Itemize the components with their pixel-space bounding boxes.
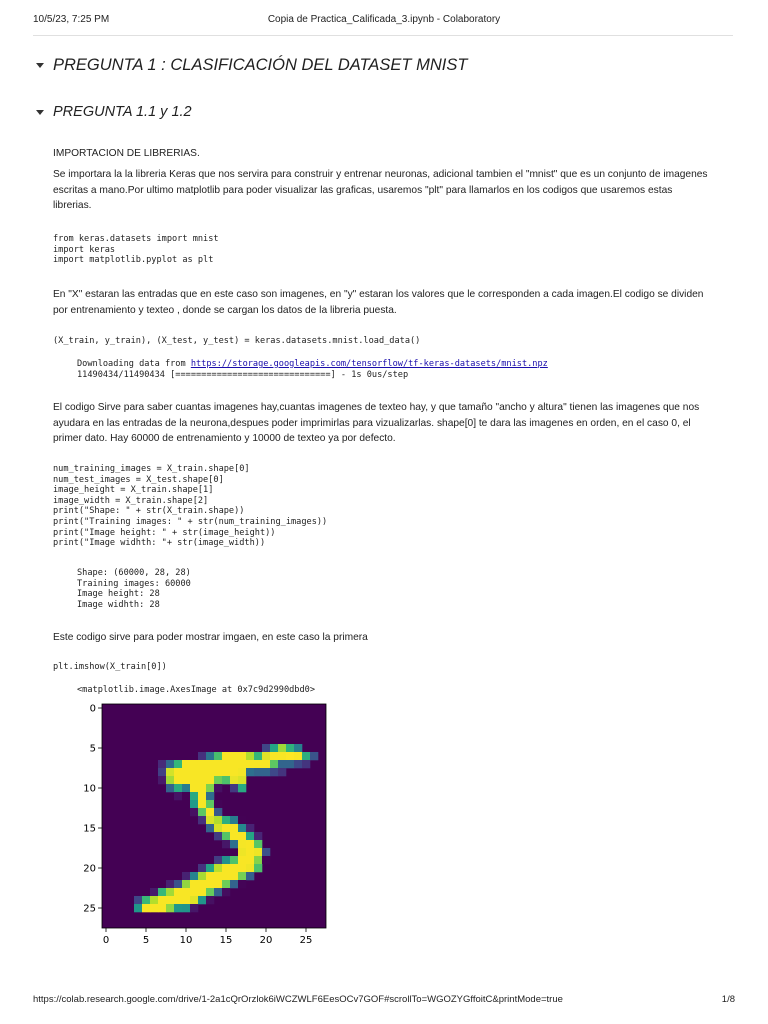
heatmap-pixel bbox=[246, 872, 254, 880]
heatmap-pixel bbox=[222, 832, 230, 840]
heatmap-pixel bbox=[190, 808, 198, 816]
heatmap-pixel bbox=[238, 752, 246, 760]
heatmap-pixel bbox=[206, 768, 214, 776]
output-shape: Shape: (60000, 28, 28) Training images: 60000 Image height: 28 Image widhth: 28 bbox=[77, 568, 191, 610]
section-heading-pregunta-1-1[interactable] bbox=[36, 104, 192, 120]
heatmap-pixel bbox=[206, 808, 214, 816]
heatmap-pixel bbox=[158, 768, 166, 776]
heatmap-pixel bbox=[214, 776, 222, 784]
heatmap-pixel bbox=[222, 752, 230, 760]
section-heading-pregunta-1[interactable] bbox=[36, 56, 467, 75]
code-cell-shape[interactable]: num_training_images = X_train.shape[0] num_test_images = X_test.shape[0] image_height = X_train.shape[1] image_width = X_train.shape[2] print("Shape: " + str(X_train.shape)) print("Training images: " + str(num_training_images)) print("Image height: " + str(image_height)) print("Image widhth: "+ str(image_width)) bbox=[53, 464, 328, 549]
heatmap-pixel bbox=[174, 880, 182, 888]
heatmap-pixel bbox=[238, 816, 246, 824]
heatmap-pixel bbox=[230, 752, 238, 760]
heatmap-pixel bbox=[278, 760, 286, 768]
heatmap-pixel bbox=[174, 792, 182, 800]
heatmap-pixel bbox=[222, 768, 230, 776]
heatmap-pixel bbox=[166, 888, 174, 896]
heatmap-pixel bbox=[222, 856, 230, 864]
heatmap-pixel bbox=[198, 792, 206, 800]
section-heading-text: PREGUNTA 1 : CLASIFICACIÓN DEL DATASET MNIST bbox=[53, 56, 468, 74]
heatmap-pixel bbox=[238, 784, 246, 792]
code-cell-imports[interactable]: from keras.datasets import mnist import keras import matplotlib.pyplot as plt bbox=[53, 234, 219, 266]
heatmap-pixel bbox=[230, 824, 238, 832]
heatmap-pixel bbox=[246, 864, 254, 872]
x-tick-label: 20 bbox=[259, 935, 273, 946]
heatmap-pixel bbox=[206, 816, 214, 824]
heatmap-pixel bbox=[254, 848, 262, 856]
heatmap-pixel bbox=[198, 880, 206, 888]
heatmap-pixel bbox=[158, 904, 166, 912]
heatmap-pixel bbox=[222, 760, 230, 768]
heatmap-pixel bbox=[182, 896, 190, 904]
heatmap-pixel bbox=[182, 784, 190, 792]
heatmap-pixel bbox=[246, 832, 254, 840]
heatmap-pixel bbox=[142, 896, 150, 904]
heatmap-pixel bbox=[198, 800, 206, 808]
heatmap-pixel bbox=[238, 872, 246, 880]
heatmap-pixel bbox=[238, 840, 246, 848]
heatmap-pixel bbox=[166, 776, 174, 784]
heatmap-pixel bbox=[302, 752, 310, 760]
code-cell-imshow[interactable]: plt.imshow(X_train[0]) bbox=[53, 662, 167, 672]
heatmap-pixel bbox=[222, 824, 230, 832]
heatmap-pixel bbox=[198, 864, 206, 872]
heatmap-pixel bbox=[190, 896, 198, 904]
heatmap-pixel bbox=[238, 848, 246, 856]
heatmap-pixel bbox=[134, 896, 142, 904]
heatmap-pixel bbox=[262, 768, 270, 776]
heatmap-pixel bbox=[262, 760, 270, 768]
heatmap-pixel bbox=[294, 760, 302, 768]
print-url: https://colab.research.google.com/drive/1-2a1cQrOrzlok6iWCZWLF6EesOCv7GOF#scrollTo=WGOZYGffoitC&printMode=true bbox=[33, 994, 563, 1005]
heatmap-pixel bbox=[254, 760, 262, 768]
heatmap-pixel bbox=[254, 864, 262, 872]
output-load-data bbox=[77, 359, 548, 380]
heatmap-pixel bbox=[230, 768, 238, 776]
heatmap-pixel bbox=[174, 904, 182, 912]
x-tick-label: 25 bbox=[299, 935, 313, 946]
heatmap-pixel bbox=[182, 776, 190, 784]
print-title: Copia de Practica_Calificada_3.ipynb - Colaboratory bbox=[267, 14, 501, 25]
heatmap-pixel bbox=[222, 776, 230, 784]
heatmap-pixel bbox=[230, 856, 238, 864]
heatmap-pixel bbox=[190, 792, 198, 800]
text-cell-imports-title: IMPORTACION DE LIBRERIAS. bbox=[53, 148, 200, 159]
x-tick-label: 15 bbox=[219, 935, 233, 946]
heatmap-pixel bbox=[174, 896, 182, 904]
heatmap-pixel bbox=[182, 768, 190, 776]
download-link[interactable]: https://storage.googleapis.com/tensorflow/tf-keras-datasets/mnist.npz bbox=[190, 359, 548, 369]
heatmap-pixel bbox=[214, 800, 222, 808]
heatmap-pixel bbox=[214, 880, 222, 888]
heatmap-pixel bbox=[254, 768, 262, 776]
heatmap-pixel bbox=[214, 808, 222, 816]
heatmap-pixel bbox=[174, 760, 182, 768]
heatmap-pixel bbox=[206, 896, 214, 904]
heatmap-pixel bbox=[238, 880, 246, 888]
collapse-caret-icon[interactable] bbox=[36, 63, 44, 68]
heatmap-pixel bbox=[246, 848, 254, 856]
heatmap-pixel bbox=[206, 872, 214, 880]
heatmap-pixel bbox=[134, 904, 142, 912]
heatmap-pixel bbox=[230, 864, 238, 872]
header-divider bbox=[33, 35, 733, 36]
heatmap-pixel bbox=[174, 784, 182, 792]
heatmap-pixel bbox=[198, 872, 206, 880]
heatmap-pixel bbox=[230, 776, 238, 784]
text-cell-show-image: Este codigo sirve para poder mostrar imgaen, en este caso la primera bbox=[53, 632, 368, 643]
heatmap-pixel bbox=[214, 864, 222, 872]
heatmap-pixel bbox=[254, 752, 262, 760]
heatmap-pixel bbox=[222, 872, 230, 880]
heatmap-pixel bbox=[214, 784, 222, 792]
heatmap-pixel bbox=[198, 784, 206, 792]
heatmap-pixel bbox=[150, 896, 158, 904]
heatmap-pixel bbox=[238, 824, 246, 832]
heatmap-pixel bbox=[262, 744, 270, 752]
heatmap-pixel bbox=[166, 760, 174, 768]
heatmap-pixel bbox=[182, 880, 190, 888]
heatmap-pixel bbox=[198, 808, 206, 816]
heatmap-pixel bbox=[166, 904, 174, 912]
text-cell-load-data: En "X" estaran las entradas que en este caso son imagenes, en "y" estaran los valores que le corresponden a cada imagen.El codigo se dividen por entrenamiento y texteo , donde se cargan los datos de la libreria puesta. bbox=[53, 289, 704, 316]
heatmap-pixel bbox=[150, 904, 158, 912]
heatmap-pixel bbox=[270, 752, 278, 760]
heatmap-pixel bbox=[270, 744, 278, 752]
heatmap-pixel bbox=[174, 768, 182, 776]
heatmap-pixel bbox=[230, 872, 238, 880]
heatmap-pixel bbox=[294, 752, 302, 760]
heatmap-pixel bbox=[222, 888, 230, 896]
heatmap-pixel bbox=[230, 840, 238, 848]
heatmap-pixel bbox=[206, 784, 214, 792]
y-tick-label: 0 bbox=[89, 703, 96, 715]
heatmap-pixel bbox=[206, 752, 214, 760]
heatmap-pixel bbox=[158, 760, 166, 768]
heatmap-pixel bbox=[246, 768, 254, 776]
heatmap-pixel bbox=[230, 832, 238, 840]
page-number: 1/8 bbox=[721, 994, 735, 1005]
heatmap-pixel bbox=[246, 856, 254, 864]
text-cell-shape: El codigo Sirve para saber cuantas imagenes hay,cuantas imagenes de texteo hay, y que tamaño "ancho y altura" tienen las imagenes que nos ayudara en las entradas de la neurona,despues poder imprimirlas para vizualizarlas. shape[0] te dara las imagenes en orden, en el caso 0, el primer dato. Hay 60000 de entrenamiento y 10000 de texteo ya por defecto. bbox=[53, 402, 700, 445]
output-axesimage: <matplotlib.image.AxesImage at 0x7c9d2990dbd0> bbox=[77, 685, 315, 695]
heatmap-pixel bbox=[262, 856, 270, 864]
heatmap-pixel bbox=[142, 904, 150, 912]
x-tick-label: 5 bbox=[142, 935, 150, 946]
y-tick-label: 10 bbox=[83, 783, 96, 795]
heatmap-pixel bbox=[206, 880, 214, 888]
heatmap-pixel bbox=[246, 840, 254, 848]
heatmap-pixel bbox=[150, 888, 158, 896]
heatmap-pixel bbox=[246, 760, 254, 768]
heatmap-pixel bbox=[174, 888, 182, 896]
heatmap-pixel bbox=[166, 768, 174, 776]
heatmap-pixel bbox=[198, 760, 206, 768]
heatmap-pixel bbox=[286, 744, 294, 752]
x-tick-label: 0 bbox=[102, 935, 110, 946]
heatmap-pixel bbox=[190, 872, 198, 880]
text-cell-imports-body: Se importara la la libreria Keras que nos servira para construir y entrenar neuronas, adicional tambien el "mnist" que es un conjunto de imagenes escritas a mano.Por ultimo matplotlib para poder visualizar las graficas, usaremos "plt" para llamarlos en los codigos que usaremos estas librerias. bbox=[53, 169, 708, 212]
heatmap-pixel bbox=[166, 784, 174, 792]
heatmap-pixel bbox=[286, 760, 294, 768]
heatmap-pixel bbox=[294, 744, 302, 752]
heatmap-pixel bbox=[214, 760, 222, 768]
heatmap-pixel bbox=[230, 784, 238, 792]
heatmap-pixel bbox=[198, 776, 206, 784]
heatmap-pixel bbox=[182, 888, 190, 896]
code-cell-load-data[interactable]: (X_train, y_train), (X_test, y_test) = keras.datasets.mnist.load_data() bbox=[53, 336, 421, 346]
heatmap-pixel bbox=[206, 760, 214, 768]
heatmap-pixel bbox=[238, 768, 246, 776]
heatmap-pixel bbox=[198, 816, 206, 824]
heatmap-pixel bbox=[254, 856, 262, 864]
heatmap-pixel bbox=[214, 816, 222, 824]
y-axis-ticks bbox=[83, 704, 102, 915]
heatmap-pixel bbox=[206, 864, 214, 872]
heatmap-pixel bbox=[158, 896, 166, 904]
heatmap-pixel bbox=[222, 880, 230, 888]
heatmap-pixel bbox=[254, 832, 262, 840]
heatmap-pixel bbox=[278, 768, 286, 776]
heatmap-pixel bbox=[182, 760, 190, 768]
heatmap-pixel bbox=[246, 824, 254, 832]
heatmap-pixels bbox=[102, 704, 326, 928]
heatmap-pixel bbox=[214, 888, 222, 896]
heatmap-pixel bbox=[198, 768, 206, 776]
heatmap-pixel bbox=[238, 832, 246, 840]
heatmap-pixel bbox=[190, 880, 198, 888]
heatmap-pixel bbox=[190, 904, 198, 912]
heatmap-pixel bbox=[158, 776, 166, 784]
heatmap-pixel bbox=[190, 800, 198, 808]
output-download-progress: 11490434/11490434 [==============================] - 1s 0us/step bbox=[77, 369, 409, 380]
heatmap-pixel bbox=[262, 848, 270, 856]
heatmap-pixel bbox=[198, 896, 206, 904]
heatmap-pixel bbox=[238, 776, 246, 784]
heatmap-pixel bbox=[182, 904, 190, 912]
heatmap-pixel bbox=[278, 752, 286, 760]
heatmap-pixel bbox=[278, 744, 286, 752]
heatmap-pixel bbox=[246, 752, 254, 760]
heatmap-pixel bbox=[230, 816, 238, 824]
heatmap-pixel bbox=[214, 832, 222, 840]
heatmap-pixel bbox=[182, 872, 190, 880]
heatmap-pixel bbox=[214, 768, 222, 776]
heatmap-pixel bbox=[222, 816, 230, 824]
collapse-caret-icon[interactable] bbox=[36, 110, 44, 115]
heatmap-pixel bbox=[230, 880, 238, 888]
heatmap-pixel bbox=[206, 824, 214, 832]
heatmap-pixel bbox=[206, 792, 214, 800]
heatmap-pixel bbox=[222, 840, 230, 848]
heatmap-pixel bbox=[238, 864, 246, 872]
heatmap-pixel bbox=[182, 792, 190, 800]
heatmap-pixel bbox=[190, 888, 198, 896]
mnist-digit-plot bbox=[80, 696, 360, 946]
heatmap-pixel bbox=[190, 760, 198, 768]
heatmap-pixel bbox=[214, 752, 222, 760]
section-heading-text: PREGUNTA 1.1 y 1.2 bbox=[53, 104, 192, 120]
heatmap-pixel bbox=[238, 760, 246, 768]
heatmap-pixel bbox=[270, 760, 278, 768]
heatmap-pixel bbox=[230, 760, 238, 768]
heatmap-pixel bbox=[166, 896, 174, 904]
heatmap-pixel bbox=[214, 856, 222, 864]
print-datetime: 10/5/23, 7:25 PM bbox=[33, 14, 110, 25]
heatmap-pixel bbox=[190, 784, 198, 792]
heatmap-pixel bbox=[214, 872, 222, 880]
heatmap-pixel bbox=[166, 880, 174, 888]
heatmap-pixel bbox=[302, 760, 310, 768]
heatmap-pixel bbox=[214, 824, 222, 832]
heatmap-pixel bbox=[174, 776, 182, 784]
x-axis-ticks bbox=[103, 928, 313, 946]
heatmap-pixel bbox=[206, 776, 214, 784]
heatmap-pixel bbox=[254, 840, 262, 848]
y-tick-label: 20 bbox=[83, 863, 96, 875]
heatmap-pixel bbox=[206, 800, 214, 808]
y-tick-label: 5 bbox=[89, 743, 96, 755]
heatmap-pixel bbox=[206, 888, 214, 896]
y-tick-label: 15 bbox=[83, 823, 96, 835]
output-download-prefix: Downloading data from bbox=[77, 359, 191, 369]
heatmap-pixel bbox=[190, 776, 198, 784]
heatmap-pixel bbox=[198, 888, 206, 896]
x-tick-label: 10 bbox=[179, 935, 193, 946]
heatmap-pixel bbox=[222, 864, 230, 872]
heatmap-pixel bbox=[286, 752, 294, 760]
heatmap-pixel bbox=[262, 752, 270, 760]
y-tick-label: 25 bbox=[83, 903, 96, 915]
heatmap-pixel bbox=[270, 768, 278, 776]
heatmap-pixel bbox=[190, 768, 198, 776]
heatmap-pixel bbox=[238, 856, 246, 864]
heatmap-pixel bbox=[198, 752, 206, 760]
heatmap-pixel bbox=[158, 888, 166, 896]
heatmap-pixel bbox=[310, 752, 318, 760]
